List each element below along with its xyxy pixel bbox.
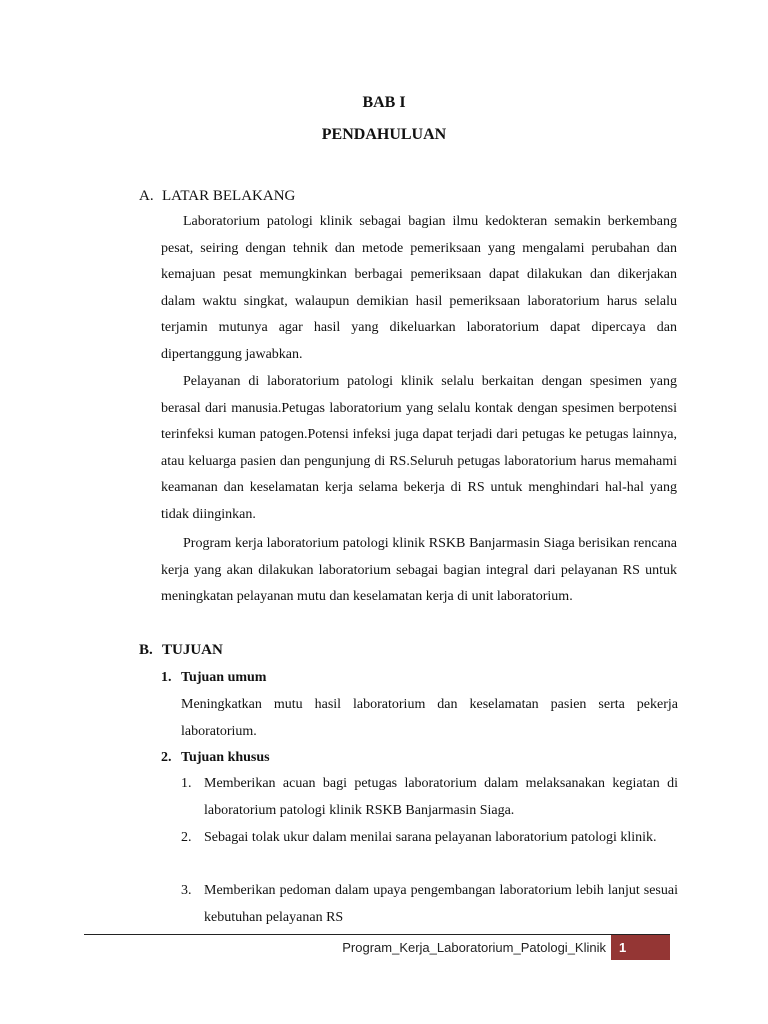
list-item bbox=[181, 771, 678, 824]
section-a-letter: A. bbox=[139, 188, 154, 204]
footer-divider bbox=[84, 934, 670, 935]
background-paragraph-3: Program kerja laboratorium patologi klinik RSKB Banjarmasin Siaga berisikan rencana kerja yang akan dilakukan laboratorium sebagai bagian integral dari pelayanan RS untuk meningkatan pelayanan mutu dan keselamatan kerja di unit laboratorium. bbox=[161, 536, 677, 604]
list-item bbox=[181, 825, 678, 852]
list-item-text: Memberikan acuan bagi petugas laboratorium dalam melaksanakan kegiatan di laboratorium patologi klinik RSKB Banjarmasin Siaga. bbox=[204, 776, 678, 818]
footer-page-number: 1 bbox=[611, 935, 670, 960]
background-paragraph-1: Laboratorium patologi klinik sebagai bagian ilmu kedokteran semakin berkembang pesat, seiring dengan tehnik dan metode pemeriksaan yang mengalami perubahan dan kemajuan pesat memungkinkan berbagai pemeriksaan dapat dilakukan dan dikerjakan dalam waktu singkat, walaupun demikian hasil pemeriksaan laboratorium harus selalu terjamin mutunya agar hasil yang dikeluarkan laboratorium dapat dipercaya dan dipertanggung jawabkan. bbox=[161, 214, 677, 362]
section-a-title: LATAR BELAKANG bbox=[162, 188, 296, 204]
list-item-number: 3. bbox=[181, 883, 192, 898]
footer-document-label: Program_Kerja_Laboratorium_Patologi_Klinik bbox=[342, 940, 606, 955]
general-goal-heading bbox=[161, 669, 266, 687]
list-item-number: 1. bbox=[181, 776, 192, 791]
section-a-heading bbox=[139, 187, 295, 205]
general-goal-number: 1. bbox=[161, 670, 172, 685]
specific-goal-title: Tujuan khusus bbox=[181, 750, 270, 765]
background-paragraph-2: Pelayanan di laboratorium patologi klinik selalu berkaitan dengan spesimen yang berasal dari manusia.Petugas laboratorium yang selalu kontak dengan spesimen berpotensi terinfeksi kuman patogen.Potensi infeksi juga dapat terjadi dari petugas ke petugas lainnya, atau keluarga pasien dan pengunjung di RS.Seluruh petugas laboratorium harus memahami keamanan dan keselamatan kerja selama bekerja di RS untuk menghindari hal-hal yang tidak diinginkan. bbox=[161, 374, 677, 522]
list-item-text: Sebagai tolak ukur dalam menilai sarana pelayanan laboratorium patologi klinik. bbox=[204, 830, 657, 845]
specific-goal-heading bbox=[161, 749, 270, 767]
general-goal-text: Meningkatkan mutu hasil laboratorium dan keselamatan pasien serta pekerja laboratorium. bbox=[181, 697, 678, 739]
chapter-title: PENDAHULUAN bbox=[321, 126, 447, 143]
chapter-number: BAB I bbox=[362, 94, 406, 111]
section-b-letter: B. bbox=[139, 642, 153, 658]
section-b-title: TUJUAN bbox=[162, 642, 223, 658]
general-goal-title: Tujuan umum bbox=[181, 670, 267, 685]
list-item bbox=[181, 878, 678, 931]
section-b-heading bbox=[139, 641, 223, 659]
list-item-text: Memberikan pedoman dalam upaya pengembangan laboratorium lebih lanjut sesuai kebutuhan pelayanan RS bbox=[204, 883, 678, 925]
list-item-number: 2. bbox=[181, 830, 192, 845]
specific-goal-number: 2. bbox=[161, 750, 172, 765]
